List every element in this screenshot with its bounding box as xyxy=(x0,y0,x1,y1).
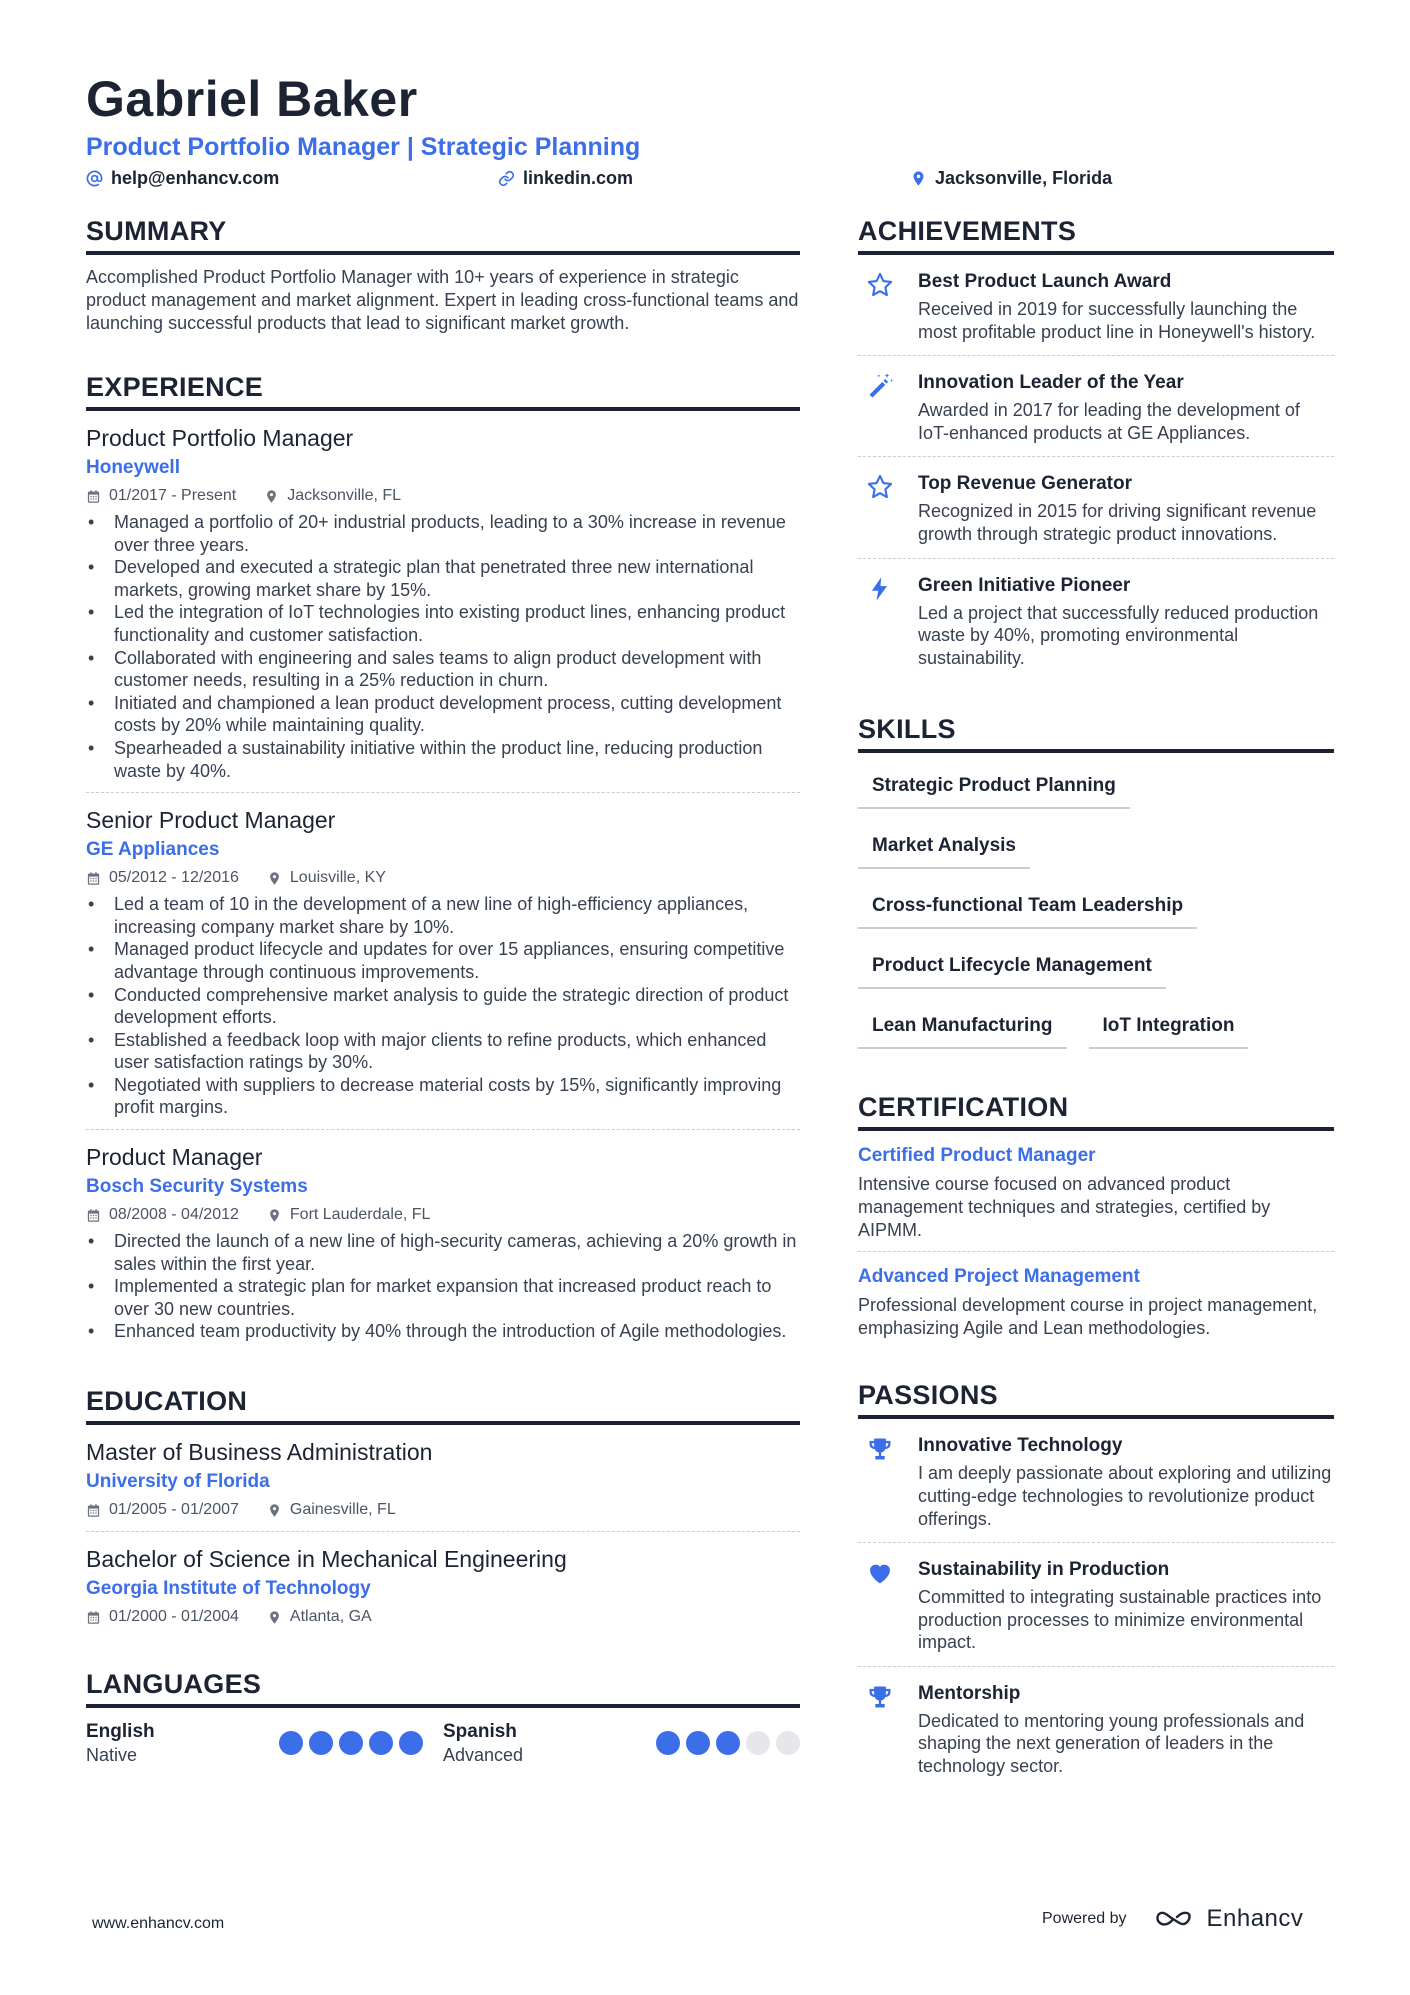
bullet: • Managed a portfolio of 20+ industrial products, leading to a 30% increase in revenue over three years. xyxy=(86,511,800,556)
rating-dot-filled xyxy=(339,1731,363,1755)
rating-dot-filled xyxy=(716,1731,740,1755)
location-pin-icon xyxy=(264,489,279,504)
job-meta xyxy=(86,1204,800,1226)
job-dates: 08/2008 - 04/2012 xyxy=(109,1206,239,1224)
job-bullets xyxy=(86,1230,800,1343)
certification-desc: Intensive course focused on advanced product management techniques and strategies, certified by AIPMM. xyxy=(858,1174,1271,1240)
job-location: Fort Lauderdale, FL xyxy=(289,1206,431,1224)
language-rating xyxy=(656,1731,800,1755)
education-location: Gainesville, FL xyxy=(289,1501,396,1519)
location-text: Jacksonville, Florida xyxy=(935,168,1113,188)
candidate-headline: Product Portfolio Manager | Strategic Planning xyxy=(86,133,641,161)
rating-dot-filled xyxy=(279,1731,303,1755)
rating-dot-filled xyxy=(656,1731,680,1755)
education-section xyxy=(86,1385,800,1638)
passion-title: Mentorship xyxy=(918,1682,1021,1704)
bullet: • Directed the launch of a new line of high-security cameras, achieving a 20% growth in sales within the first year. xyxy=(86,1230,800,1275)
skill-tag: Market Analysis xyxy=(858,827,1030,869)
bullet: • Led a team of 10 in the development of a new line of high-efficiency appliances, increasing company market share by 10%. xyxy=(86,893,800,938)
calendar-icon xyxy=(86,1208,101,1223)
certification-heading: CERTIFICATION xyxy=(858,1091,1334,1131)
achievement-desc: Awarded in 2017 for leading the development of IoT-enhanced products at GE Appliances. xyxy=(918,400,1300,443)
rating-dot-filled xyxy=(369,1731,393,1755)
passion-desc: I am deeply passionate about exploring and utilizing cutting-edge technologies to revolutionize product offerings. xyxy=(918,1463,1332,1529)
calendar-icon xyxy=(86,871,101,886)
job-location: Jacksonville, FL xyxy=(287,487,402,504)
skill-tag: Product Lifecycle Management xyxy=(858,947,1166,989)
bullet: • Established a feedback loop with major clients to refine products, which enhanced user satisfaction ratings by 30%. xyxy=(86,1029,800,1074)
linkedin-text: linkedin.com xyxy=(523,168,634,188)
passion-item xyxy=(858,1667,1334,1790)
resume-header xyxy=(86,70,1326,196)
trophy-icon xyxy=(866,1683,894,1711)
company-name: GE Appliances xyxy=(86,839,220,861)
language-name: English xyxy=(86,1721,155,1743)
bullet: • Led the integration of IoT technologies into existing product lines, enhancing product functionality and customer satisfaction. xyxy=(86,601,800,646)
skill-tag: Strategic Product Planning xyxy=(858,767,1130,809)
achievement-item xyxy=(858,356,1334,457)
achievement-item xyxy=(858,559,1334,682)
language-level: Advanced xyxy=(443,1745,524,1766)
education-meta xyxy=(86,1499,800,1521)
achievement-title: Top Revenue Generator xyxy=(918,473,1132,495)
at-icon xyxy=(86,170,103,187)
experience-entry xyxy=(86,411,800,793)
certification-desc: Professional development course in project management, emphasizing Agile and Lean methodologies. xyxy=(858,1295,1318,1338)
achievement-desc: Led a project that successfully reduced production waste by 40%, promoting environmental sustainability. xyxy=(918,602,1319,668)
passion-desc: Dedicated to mentoring young professionals and shaping the next generation of leaders in the technology sector. xyxy=(918,1710,1305,1777)
certification-title: Certified Product Manager xyxy=(858,1145,1096,1167)
education-dates: 01/2000 - 01/2004 xyxy=(109,1608,239,1626)
location-pin-icon xyxy=(910,170,927,187)
job-dates: 05/2012 - 12/2016 xyxy=(109,869,239,887)
certification-title: Advanced Project Management xyxy=(858,1266,1140,1288)
brand-name: Enhancv xyxy=(1206,1905,1304,1932)
rating-dot-filled xyxy=(686,1731,710,1755)
bullet: • Enhanced team productivity by 40% through the introduction of Agile methodologies. xyxy=(86,1320,800,1343)
skills-section xyxy=(858,713,1334,1067)
enhancv-logo-icon xyxy=(1153,1907,1199,1931)
education-location: Atlanta, GA xyxy=(289,1608,372,1626)
bullet: • Conducted comprehensive market analysis to guide the strategic direction of product development efforts. xyxy=(86,984,800,1029)
calendar-icon xyxy=(86,1610,101,1625)
achievement-title: Innovation Leader of the Year xyxy=(918,372,1184,394)
job-title: Product Portfolio Manager xyxy=(86,425,354,451)
location-pin-icon xyxy=(267,1610,282,1625)
email-text: help@enhancv.com xyxy=(111,168,280,188)
education-entry xyxy=(86,1532,800,1638)
education-dates: 01/2005 - 01/2007 xyxy=(109,1501,239,1519)
passions-heading: PASSIONS xyxy=(858,1379,1334,1419)
trophy-icon xyxy=(866,1435,894,1463)
rating-dot-filled xyxy=(399,1731,423,1755)
summary-section xyxy=(86,215,800,335)
skill-tag: IoT Integration xyxy=(1089,1007,1249,1049)
achievement-item xyxy=(858,457,1334,558)
rating-dot-filled xyxy=(309,1731,333,1755)
rating-dot-empty xyxy=(776,1731,800,1755)
languages-section xyxy=(86,1668,800,1766)
bullet: • Spearheaded a sustainability initiative within the product line, reducing production waste by 40%. xyxy=(86,737,800,782)
job-bullets xyxy=(86,893,800,1119)
language-item xyxy=(86,1720,443,1766)
company-name: Bosch Security Systems xyxy=(86,1176,308,1198)
school-name: University of Florida xyxy=(86,1471,270,1493)
bullet: • Implemented a strategic plan for market expansion that increased product reach to over 30 new countries. xyxy=(86,1275,800,1320)
achievement-title: Best Product Launch Award xyxy=(918,271,1172,292)
education-heading: EDUCATION xyxy=(86,1385,800,1425)
location-pin-icon xyxy=(267,1503,282,1518)
summary-text: Accomplished Product Portfolio Manager with 10+ years of experience in strategic product management and market alignment. Expert in leading cross-functional teams and launching successful products that lead to significant market growth. xyxy=(86,267,799,333)
achievements-section xyxy=(858,215,1334,681)
right-column xyxy=(858,215,1334,1826)
candidate-name: Gabriel Baker xyxy=(86,71,418,127)
company-name: Honeywell xyxy=(86,457,180,478)
powered-by-text: Powered by xyxy=(1042,1910,1127,1927)
languages-list xyxy=(86,1720,800,1766)
location-pin-icon xyxy=(267,871,282,886)
language-item xyxy=(443,1720,800,1766)
skill-tag: Cross-functional Team Leadership xyxy=(858,887,1197,929)
contact-row xyxy=(86,168,1326,196)
bullet: • Initiated and championed a lean product development process, cutting development costs by 20% while maintaining quality. xyxy=(86,692,800,737)
lightning-bolt-icon xyxy=(866,575,894,603)
left-column xyxy=(86,215,800,1802)
link-icon xyxy=(498,170,515,187)
degree-title: Master of Business Administration xyxy=(86,1439,433,1466)
skills-heading: SKILLS xyxy=(858,713,1334,753)
job-bullets xyxy=(86,511,800,782)
education-meta xyxy=(86,1606,800,1628)
degree-title: Bachelor of Science in Mechanical Engineering xyxy=(86,1546,567,1573)
education-entry xyxy=(86,1425,800,1532)
calendar-icon xyxy=(86,1503,101,1518)
achievement-desc: Recognized in 2015 for driving significant revenue growth through strategic product innovations. xyxy=(918,501,1317,544)
summary-heading: SUMMARY xyxy=(86,215,800,255)
contact-email[interactable] xyxy=(86,168,279,189)
school-name: Georgia Institute of Technology xyxy=(86,1578,371,1600)
certification-item xyxy=(858,1131,1334,1252)
contact-location xyxy=(910,168,1112,189)
passion-title: Sustainability in Production xyxy=(918,1559,1170,1581)
language-rating xyxy=(279,1731,423,1755)
star-icon xyxy=(866,473,894,501)
footer-branding xyxy=(1042,1905,1303,1933)
achievement-item xyxy=(858,255,1334,356)
experience-section xyxy=(86,371,800,1353)
certification-section xyxy=(858,1091,1334,1349)
bullet: • Developed and executed a strategic plan that penetrated three new international markets, growing market share by 15%. xyxy=(86,556,800,601)
job-dates: 01/2017 - Present xyxy=(109,487,237,504)
passion-title: Innovative Technology xyxy=(918,1435,1123,1457)
enhancv-logo[interactable] xyxy=(1153,1905,1304,1933)
job-meta xyxy=(86,485,800,507)
job-meta xyxy=(86,867,800,889)
language-level: Native xyxy=(86,1745,138,1766)
job-location: Louisville, KY xyxy=(289,869,386,887)
bullet: • Collaborated with engineering and sales teams to align product development with customer needs, resulting in a 25% reduction in churn. xyxy=(86,647,800,692)
certification-item xyxy=(858,1252,1334,1349)
experience-entry xyxy=(86,793,800,1130)
achievement-title: Green Initiative Pioneer xyxy=(918,574,1131,596)
location-pin-icon xyxy=(267,1208,282,1223)
magic-wand-icon xyxy=(866,372,894,400)
passion-desc: Committed to integrating sustainable practices into production processes to minimize environmental impact. xyxy=(918,1587,1322,1653)
bullet: • Negotiated with suppliers to decrease material costs by 15%, significantly improving profit margins. xyxy=(86,1074,800,1119)
achievement-desc: Received in 2019 for successfully launching the most profitable product line in Honeywell's history. xyxy=(918,299,1316,342)
calendar-icon xyxy=(86,489,101,504)
job-title: Product Manager xyxy=(86,1144,263,1171)
passion-item xyxy=(858,1543,1334,1667)
heart-icon xyxy=(866,1559,894,1587)
rating-dot-empty xyxy=(746,1731,770,1755)
language-name: Spanish xyxy=(443,1721,517,1743)
footer-website[interactable]: www.enhancv.com xyxy=(92,1915,225,1932)
skills-list xyxy=(858,767,1334,1067)
passion-item xyxy=(858,1419,1334,1543)
contact-linkedin[interactable] xyxy=(498,168,633,189)
skill-tag: Lean Manufacturing xyxy=(858,1007,1067,1049)
bullet: • Managed product lifecycle and updates for over 15 appliances, ensuring competitive advantage through continuous improvements. xyxy=(86,938,800,983)
job-title: Senior Product Manager xyxy=(86,807,336,834)
passions-section xyxy=(858,1379,1334,1789)
star-icon xyxy=(866,271,894,299)
experience-heading: EXPERIENCE xyxy=(86,371,800,411)
languages-heading: LANGUAGES xyxy=(86,1668,800,1708)
achievements-heading: ACHIEVEMENTS xyxy=(858,215,1334,255)
experience-entry xyxy=(86,1130,800,1353)
